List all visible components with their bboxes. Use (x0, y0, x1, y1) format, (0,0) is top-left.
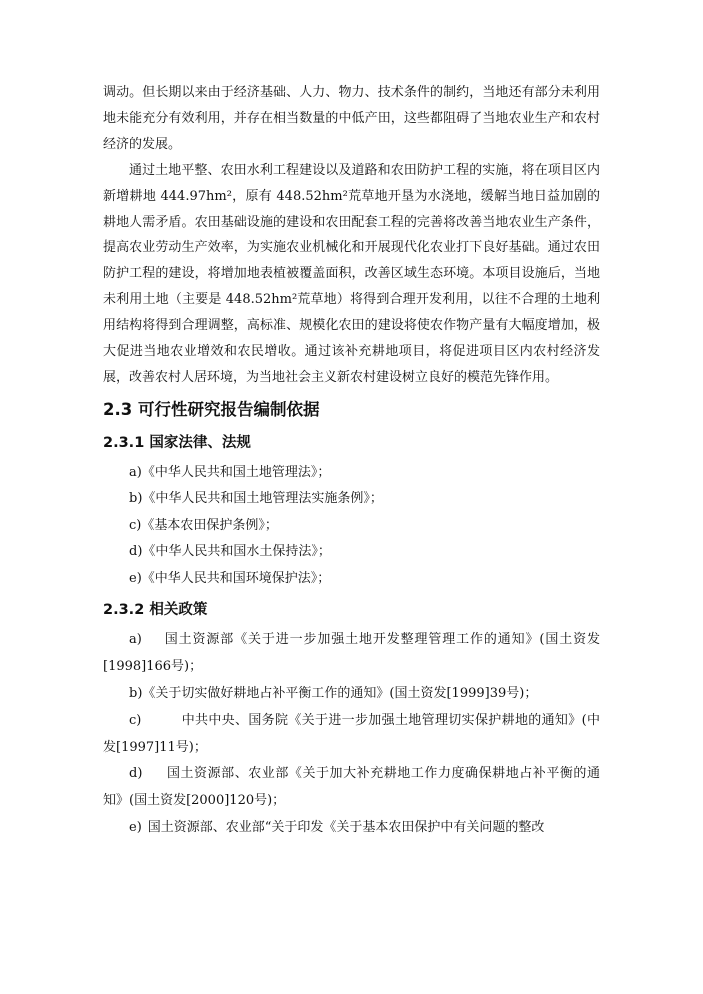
list-item (103, 761, 600, 815)
list-item: d)《中华人民共和国水土保持法》； (129, 544, 331, 560)
list-text: 中共中央、国务院《关于进一步加强土地管理切实保护耕地的通知》(中发[1997]11号)； (103, 712, 600, 755)
section-heading (103, 397, 600, 423)
subsection-title: 国家法律、法规 (149, 434, 251, 451)
list-text: 国土资源部、农业部“关于印发《关于基本农田保护中有关问题的整改 (147, 819, 545, 835)
subsection-number: 2.3.2 (103, 602, 145, 619)
section-title: 可行性研究报告编制依据 (137, 399, 320, 419)
list-item: e)《中华人民共和国环境保护法》； (129, 570, 331, 586)
page-body (103, 80, 600, 842)
list-item (103, 627, 600, 681)
list-item (103, 815, 600, 842)
list-marker: c) (129, 712, 142, 728)
list-marker: a) (129, 632, 142, 648)
list-marker: d) (129, 766, 143, 782)
list-marker: e) (129, 819, 142, 835)
subsection-heading-policies (103, 598, 600, 623)
list-item (103, 681, 600, 708)
list-item: a)《中华人民共和国土地管理法》； (129, 464, 331, 480)
paragraph-continued: 调动。但长期以来由于经济基础、人力、物力、技术条件的制约，当地还有部分未利用地未能充分有效利用，并存在相当数量的中低产田，这些都阻碍了当地农业生产和农村经济的发展。 (103, 85, 600, 152)
section-number: 2.3 (103, 399, 133, 419)
subsection-number: 2.3.1 (103, 434, 145, 451)
list-text: 《关于切实做好耕地占补平衡工作的通知》(国土资发[1999]39号)； (142, 685, 538, 701)
subsection-heading-laws (103, 431, 600, 456)
policies-list (103, 627, 600, 841)
laws-list (103, 460, 600, 593)
list-item: b)《中华人民共和国土地管理法实施条例》； (129, 491, 383, 507)
subsection-title: 相关政策 (149, 602, 208, 619)
list-item (103, 708, 600, 762)
list-item: c)《基本农田保护条例》； (129, 517, 278, 533)
list-marker: b) (129, 685, 143, 701)
list-text: 国土资源部、农业部《关于加大补充耕地工作力度确保耕地占补平衡的通知》(国土资发[2000]120号)； (103, 766, 600, 809)
list-text: 国土资源部《关于进一步加强土地开发整理管理工作的通知》(国土资发[1998]166号)； (103, 632, 600, 675)
paragraph-benefits: 通过土地平整、农田水利工程建设以及道路和农田防护工程的实施，将在项目区内新增耕地 444.97hm²，原有 448.52hm²荒草地开垦为水浇地，缓解当地日益加剧的耕地人需矛盾。农田基础设施的建设和农田配套工程的完善将改善当地农业生产条件，提高农业劳动生产效率，为实施农业机械化和开展现代化农业打下良好基础。通过农田防护工程的建设，将增加地表植被覆盖面积，改善区域生态环境。本项目设施后，当地未利用土地（主要是 448.52hm²荒草地）将得到合理开发利用，以往不合理的土地利用结构将得到合理调整，高标准、规模化农田的建设将使农作物产量有大幅度增加，极大促进当地农业增效和农民增收。通过该补充耕地项目，将促进项目区内农村经济发展，改善农村人居环境，为当地社会主义新农村建设树立良好的模范先锋作用。 (103, 162, 600, 385)
